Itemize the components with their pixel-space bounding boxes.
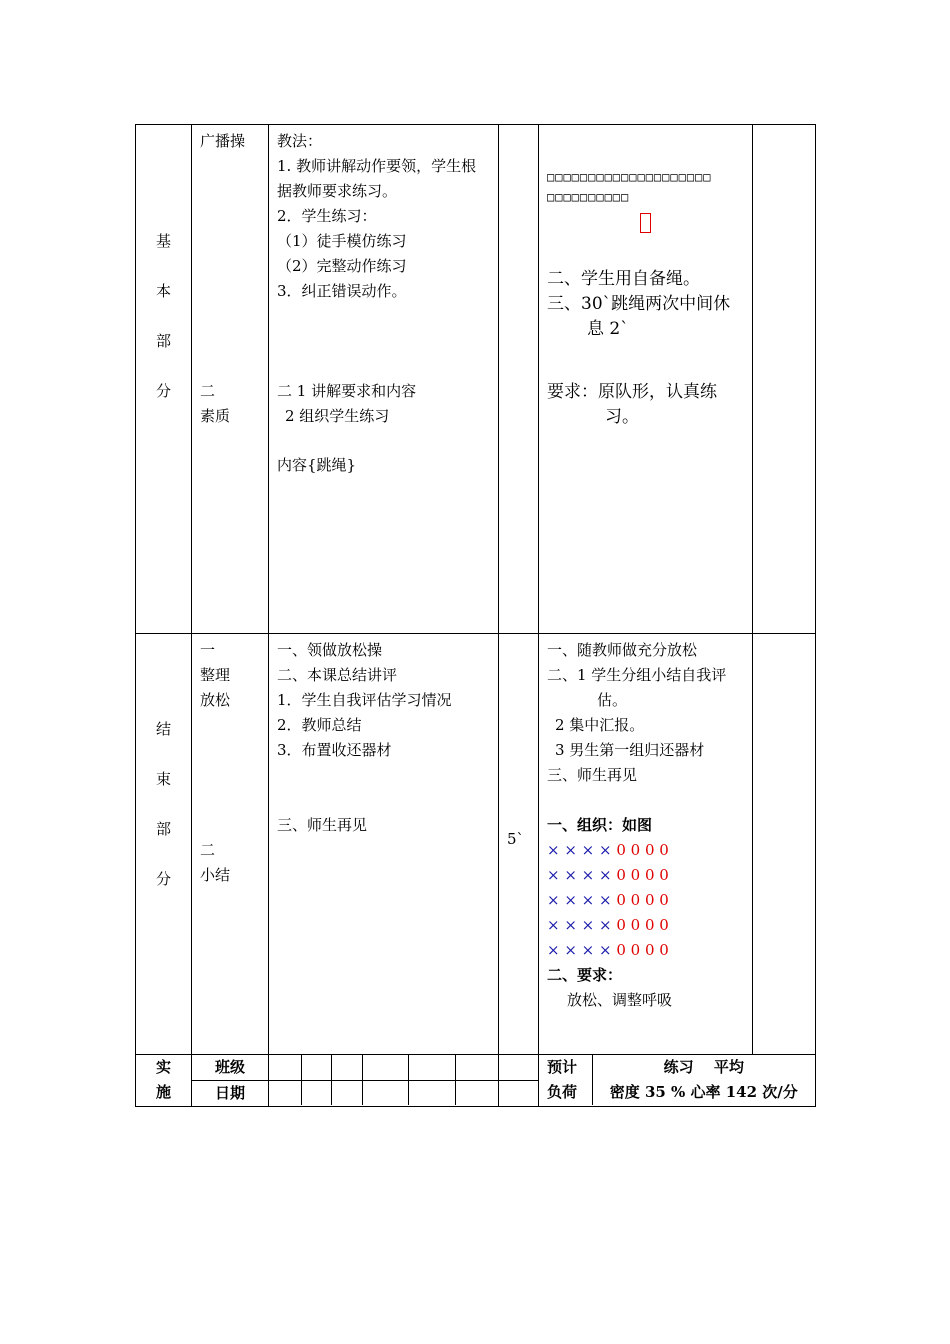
org-line: 一、随教师做充分放松 (547, 641, 698, 659)
footer-row (136, 1055, 816, 1107)
load-label-line: 预计 (547, 1058, 578, 1076)
student-marks: 0 0 0 0 (616, 841, 669, 859)
student-marks: × × × × (547, 941, 617, 959)
org-requirement-title: 二、要求： (547, 966, 623, 984)
section-char: 结 (155, 720, 171, 738)
content-line: 一、领做放松操 (277, 641, 383, 659)
org-line: 息 2` (587, 319, 629, 339)
item-cooldown: 整理 (200, 666, 231, 684)
org-line: 二、1 学生分组小结自我评 (547, 666, 727, 684)
grid-cell (301, 1080, 331, 1105)
org-line: 估。 (597, 691, 628, 709)
content-line: 3．布置收还器材 (277, 741, 392, 759)
student-marks: 0 0 0 0 (616, 866, 669, 884)
org-line: 放松、调整呼吸 (567, 991, 673, 1009)
grid-cell (331, 1055, 362, 1080)
org-line: 2 集中汇报。 (555, 716, 645, 734)
lesson-plan-table (135, 124, 816, 1107)
class-date-subtable (269, 1055, 499, 1105)
content-line: 2．教师总结 (277, 716, 362, 734)
grid-cell (455, 1080, 499, 1105)
student-marks: × × × × (547, 841, 617, 859)
load-stat-line: 密度 35 % 心率 142 次/分 (609, 1083, 798, 1101)
grid-cell (408, 1055, 455, 1080)
missing-glyph-line: □□□□□□□□□□ (547, 190, 630, 204)
grid-cell (455, 1055, 499, 1080)
basic-section-label (136, 125, 192, 634)
item-cooldown: 放松 (200, 691, 231, 709)
method-line: 二 1 讲解要求和内容 (277, 382, 417, 400)
student-marks: 0 0 0 0 (616, 941, 669, 959)
class-date-grid (269, 1055, 499, 1107)
date-label: 日期 (214, 1084, 245, 1102)
load-label-line: 负荷 (547, 1083, 578, 1101)
grid-cell (269, 1055, 301, 1080)
grid-cell (362, 1055, 408, 1080)
student-marks: × × × × (547, 866, 617, 884)
method-line: 内容{跳绳} (277, 456, 357, 474)
item-fitness: 素质 (200, 407, 231, 425)
method-line: 3．纠正错误动作。 (277, 282, 407, 300)
load-stat-line: 练习 平均 (663, 1058, 744, 1076)
formation-row (547, 913, 744, 938)
formation-row (547, 838, 744, 863)
basic-notes-cell (753, 125, 816, 634)
ending-time-cell (499, 634, 539, 1055)
item-two-number: 二 (200, 382, 216, 400)
method-line: 2．学生练习： (277, 207, 377, 225)
grid-cell (301, 1055, 331, 1080)
implementation-label (136, 1055, 192, 1107)
org-line: 三、师生再见 (547, 766, 638, 784)
missing-glyph-line: □□□□□□□□□□□□□□□□□□□□ (547, 170, 712, 184)
student-marks: 0 0 0 0 (616, 891, 669, 909)
method-line: （2）完整动作练习 (277, 257, 407, 275)
formation-row (547, 888, 744, 913)
ending-section-row (136, 634, 816, 1055)
impl-char: 施 (155, 1083, 171, 1101)
org-line: 三、30`跳绳两次中间休 (547, 294, 731, 314)
basic-section-row (136, 125, 816, 634)
item-two-number: 二 (200, 841, 216, 859)
formation-row (547, 863, 744, 888)
basic-items-cell (192, 125, 269, 634)
footer-time-cell (499, 1055, 539, 1107)
item-broadcast-exercise: 广播操 (200, 132, 246, 150)
org-line: 二、学生用自备绳。 (547, 269, 700, 289)
grid-cell (408, 1080, 455, 1105)
requirement-line: 习。 (605, 407, 639, 427)
basic-org-cell (539, 125, 753, 634)
ending-time: 5` (507, 830, 525, 848)
section-char: 本 (155, 282, 171, 300)
org-formation-title: 一、组织：如图 (547, 816, 653, 834)
red-box-icon (640, 213, 651, 233)
class-label: 班级 (192, 1055, 268, 1081)
method-line: 据教师要求练习。 (277, 182, 398, 200)
student-marks: × × × × (547, 916, 617, 934)
class-date-labels (192, 1055, 269, 1107)
student-marks: × × × × (547, 891, 617, 909)
student-marks: 0 0 0 0 (616, 916, 669, 934)
grid-cell (362, 1080, 408, 1105)
formation-diagram (547, 838, 744, 963)
load-cell (539, 1055, 816, 1107)
ending-section-label (136, 634, 192, 1055)
section-char: 部 (155, 820, 171, 838)
section-char: 基 (155, 232, 171, 250)
ending-org-cell (539, 634, 753, 1055)
section-char: 分 (155, 870, 171, 888)
method-title: 教法： (277, 132, 323, 150)
org-line: 3 男生第一组归还器材 (555, 741, 705, 759)
item-summary: 小结 (200, 866, 231, 884)
method-line: 2 组织学生练习 (285, 407, 390, 425)
content-line: 二、本课总结讲评 (277, 666, 398, 684)
method-line: （1）徒手模仿练习 (277, 232, 407, 250)
formation-row (547, 938, 744, 963)
load-subtable (539, 1055, 815, 1105)
section-char: 部 (155, 332, 171, 350)
section-char: 束 (155, 770, 171, 788)
basic-method-cell (269, 125, 499, 634)
section-char: 分 (155, 382, 171, 400)
grid-cell (331, 1080, 362, 1105)
content-line: 三、师生再见 (277, 816, 368, 834)
requirement-line: 要求：原队形，认真练 (547, 382, 717, 402)
content-line: 1．学生自我评估学习情况 (277, 691, 452, 709)
basic-time-cell (499, 125, 539, 634)
item-one-number: 一 (200, 641, 216, 659)
ending-notes-cell (753, 634, 816, 1055)
load-stats (592, 1055, 815, 1105)
method-line: 1. 教师讲解动作要领，学生根 (277, 157, 477, 175)
ending-items-cell (192, 634, 269, 1055)
impl-char: 实 (155, 1058, 171, 1076)
grid-cell (269, 1080, 301, 1105)
ending-content-cell (269, 634, 499, 1055)
load-label (539, 1055, 592, 1105)
